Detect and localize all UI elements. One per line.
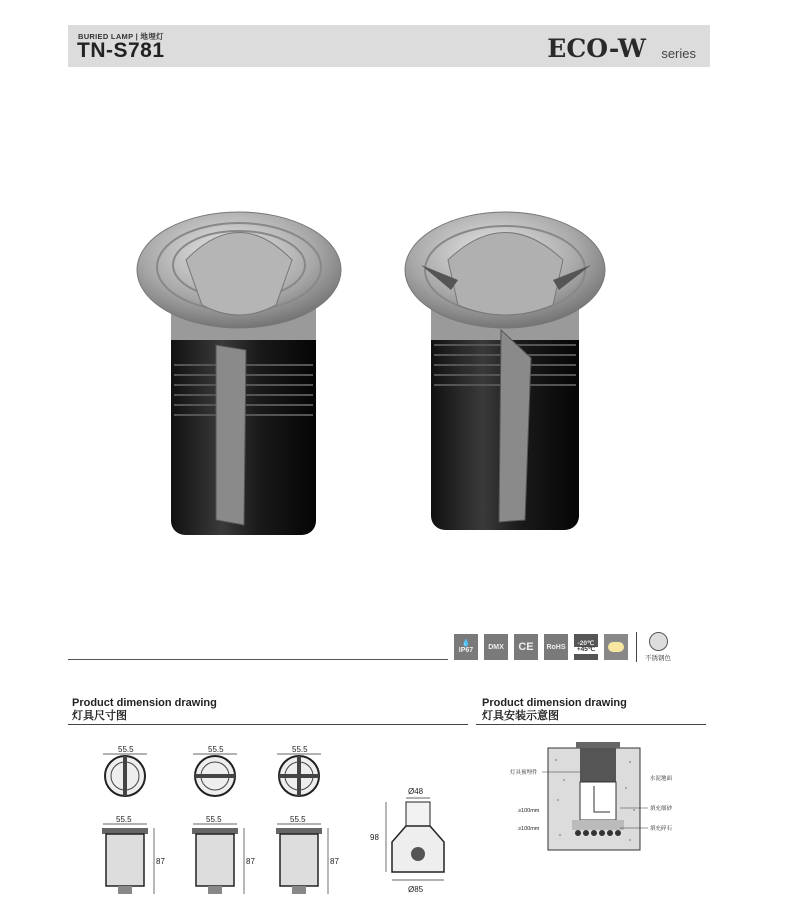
svg-text:55.5: 55.5 (292, 745, 308, 754)
depth1-label: ≥100mm (518, 808, 540, 814)
series-label: series (661, 46, 696, 61)
installation-diagram (500, 740, 700, 860)
rohs-icon: RoHS (544, 634, 568, 660)
temperature-icon: -20℃ +45℃ (574, 634, 598, 660)
svg-text:98: 98 (370, 833, 379, 842)
cert-separator (636, 632, 637, 662)
stainless-color-icon (649, 632, 668, 651)
material-label: 不锈钢色 (645, 655, 671, 662)
install-section-title (482, 697, 627, 723)
svg-text:87: 87 (330, 857, 339, 866)
svg-text:55.5: 55.5 (290, 815, 306, 824)
lamp-part-label: 灯具预埋件 (510, 770, 538, 776)
install-title-en: Product dimension drawing (482, 697, 627, 709)
dimension-drawings (90, 740, 450, 900)
top-view-2 (193, 745, 237, 796)
dimension-section-title (72, 697, 217, 723)
svg-text:55.5: 55.5 (206, 815, 222, 824)
embedded-part-view (370, 787, 444, 894)
section-rule-right (476, 724, 706, 725)
svg-text:87: 87 (156, 857, 165, 866)
dimension-title-en: Product dimension drawing (72, 697, 217, 709)
dmx-icon: DMX (484, 634, 508, 660)
ce-icon: CE (514, 634, 538, 660)
svg-text:Ø85: Ø85 (408, 885, 424, 894)
side-view-3 (276, 815, 339, 894)
lamp-photo-left (136, 205, 346, 535)
header-bar (68, 25, 710, 67)
svg-text:55.5: 55.5 (118, 745, 134, 754)
svg-text:55.5: 55.5 (208, 745, 224, 754)
certification-strip (454, 633, 671, 661)
sand-label: 填充细砂 (650, 806, 673, 812)
lamp-photo-right (403, 210, 608, 535)
surface-label: 水泥地面 (650, 776, 673, 782)
dimension-title-cn: 灯具尺寸图 (72, 710, 127, 722)
depth2-label: ≥100mm (518, 826, 540, 832)
svg-text:Ø48: Ø48 (408, 787, 424, 796)
warm-light-icon (604, 634, 628, 660)
top-view-3 (277, 745, 321, 796)
side-view-1 (102, 815, 165, 894)
install-title-cn: 灯具安装示意图 (482, 710, 559, 722)
gravel-label: 填充碎石 (650, 826, 673, 832)
section-rule-left (68, 724, 468, 725)
side-view-2 (192, 815, 255, 894)
divider-line (68, 659, 448, 660)
ip67-icon: 💧 IP67 (454, 634, 478, 660)
material-swatch (645, 632, 671, 662)
product-category: BURIED LAMP | 地埋灯 (78, 32, 164, 41)
brand-name: ECO-W (547, 34, 646, 63)
svg-text:87: 87 (246, 857, 255, 866)
svg-text:55.5: 55.5 (116, 815, 132, 824)
top-view-1 (103, 745, 147, 796)
model-number: TN-S781 (77, 39, 165, 62)
